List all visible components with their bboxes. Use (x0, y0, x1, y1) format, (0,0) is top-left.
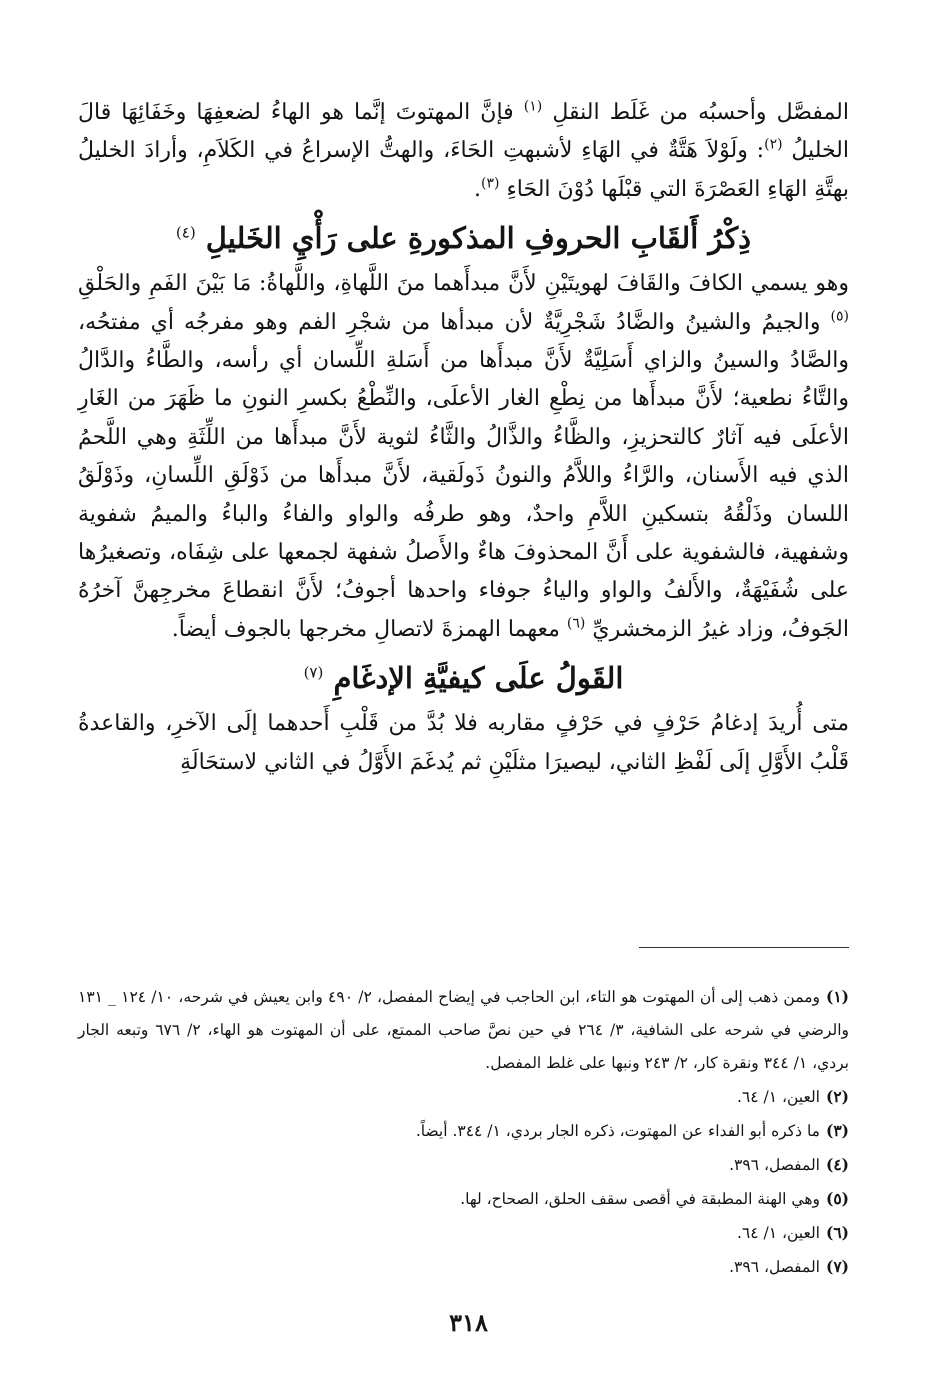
paragraph-2 (78, 265, 849, 649)
footnote-number: (١) (825, 987, 849, 1006)
footnote-number: (٥) (825, 1189, 849, 1208)
paragraph-1-text: . (473, 176, 481, 202)
paragraph-1-text: فإنَّ المهتوتَ إنَّما هو الهاءُ لضعفِهَا وخَفَائِهَا قالَ الخليلُ (78, 100, 849, 164)
footnote-ref-6: (٦) (566, 615, 586, 632)
footnote (78, 1148, 849, 1182)
footnote (78, 980, 849, 1080)
section-heading-1-text: ذِكْرُ أَلقَابِ الحروفِ المذكورةِ على رَأْيِ الخَليلِ (205, 221, 752, 256)
footnote-text: المفصل، ٣٩٦. (729, 1156, 820, 1174)
footnote-ref-5: (٥) (830, 308, 850, 325)
section-heading-2 (78, 655, 849, 701)
footnote (78, 1114, 849, 1148)
section-heading-2-text: القَولُ علَى كيفيَّةِ الإدغَامِ (333, 661, 624, 696)
footnote-text: العين، ١/ ٦٤. (736, 1088, 820, 1106)
main-text (78, 94, 849, 782)
footnote-ref-2: (٢) (764, 137, 783, 154)
footnote-number: (٤) (825, 1155, 849, 1174)
footnote-text: ما ذكره أبو الفداء عن المهتوت، ذكره الجار بردي، ١/ ٣٤٤. أيضاً. (415, 1122, 820, 1140)
paragraph-1 (78, 94, 849, 209)
page-number: ٣١٨ (449, 1308, 488, 1337)
paragraph-1-text: المفصَّل وأحسبُه من غَلَط النقلِ (552, 100, 849, 125)
paragraph-1-text: : ولَوْلاَ هَتَّةٌ في الهَاءِ لأشبهتِ الحَاءَ، والهتُّ الإسراعُ في الكَلاَمِ، وأرادَ الخليلُ بهتَّةِ الهَاءِ العَصْرَةَ التي قبْلَها دُوْنَ الحَاءِ (78, 138, 849, 202)
footnote (78, 1216, 849, 1250)
footnote (78, 1250, 849, 1284)
footnote-text: وممن ذهب إلى أن المهتوت هو التاء، ابن الحاجب في إيضاح المفصل، ٢/ ٤٩٠ وابن يعيش في شرحه، ١٠/ ١٢٤ _ ١٣١ والرضي في شرحه على الشافية، ٣/ ٢٦٤ في حين نصَّ صاحب الممتع، على أن المهتوت هو الهاء، ٢/ ٦٧٦ وتبعه الجار بردي، ١/ ٣٤٤ ونقرة كار، ٢/ ٢٤٣ ونبها على غلط المفصل. (78, 988, 849, 1072)
footnotes (78, 980, 849, 1284)
paragraph-2-text: والجيمُ والشينُ والضَّادُ شَجْرِيَّةٌ لأن مبدأها من شجْرِ الفم وهو مفرجُه أي مفتحُه، والصَّادُ والسينُ والزاي أَسَلِيَّةٌ لأَنَّ مبدأَها من أَسَلةِ اللِّسان أي رأسه، والطَّاءُ والدَّالُ والتَّاءُ نطعية؛ لأَنَّ مبدأَها من نِطْعِ الغار الأعلَى، والنِّطْعُ بكسرِ النونِ ما ظَهَرَ من الغَارِ الأعلَى فيه آثارٌ كالتحزيزِ، والظَّاءُ والذَّالُ والثَّاءُ لثوية لأَنَّ مبدأَها من اللِّثَةِ وهي اللَّحمُ الذي فيه الأَسنان، والرَّاءُ واللاَّمُ والنونُ ذَولَقية، لأَنَّ مبدأَها من ذَوْلَقِ اللِّسانِ، وذَوْلَقُ اللسان وذَلْقُهُ بتسكينِ اللاَّمِ واحدٌ، وهو طرفُه والواو والفاءُ والباءُ والميمُ شفوية وشفهية، فالشفوية على أَنَّ المحذوفَ هاءٌ والأَصلُ شفهة لجمعها على شِفَاه، وتصغيرُها على شُفَيْهَةٌ، والأَلفُ والواو والياءُ جوفاء واحدها أجوفُ؛ لأَنَّ انقطاعَ مخرجِهنَّ آخرُهُ الجَوفُ، وزاد غيرُ الزمخشريِّ (78, 309, 850, 642)
footnote (78, 1080, 849, 1114)
footnote-ref-7: (٧) (303, 663, 324, 682)
footnote-text: المفصل، ٣٩٦. (729, 1258, 820, 1276)
footnote (78, 1182, 849, 1216)
footnote-ref-3: (٣) (480, 175, 500, 192)
footnote-number: (٣) (825, 1121, 849, 1140)
footnote-ref-4: (٤) (175, 223, 196, 242)
paragraph-2-text: معهما الهمزةَ لاتصالِ مخرجها بالجوف أيضاً. (171, 616, 560, 642)
footnote-number: (٧) (825, 1257, 849, 1276)
section-heading-1 (78, 215, 849, 261)
footnote-ref-1: (١) (523, 98, 543, 115)
footnote-number: (٦) (825, 1223, 849, 1242)
footnote-text: العين، ١/ ٦٤. (736, 1224, 820, 1242)
paragraph-3: متى أُريدَ إدغامُ حَرْفٍ في حَرْفٍ مقاربه فلا بُدَّ من قَلْبِ أَحدهما إلَى الآخرِ، والقاعدةُ قَلْبُ الأَوَّلِ إلَى لَفْظِ الثاني، ليصيرَا مثلَيْنِ ثم يُدغَمَ الأَوَّلُ في الثاني لاستحَالَةِ (78, 711, 849, 775)
footnote-separator (639, 947, 849, 948)
paragraph-2-text: وهو يسمي الكافَ والقَافَ لهويتَيْنِ لأَنَّ مبدأَهما منَ اللَّهاةِ، واللَّهاةُ: مَا بَيْنَ الفَمِ والحَلْقِ (78, 271, 849, 297)
footnote-number: (٢) (825, 1087, 849, 1106)
footnote-text: وهي الهنة المطبقة في أقصى سقف الحلق، الصحاح، لها. (460, 1190, 820, 1208)
